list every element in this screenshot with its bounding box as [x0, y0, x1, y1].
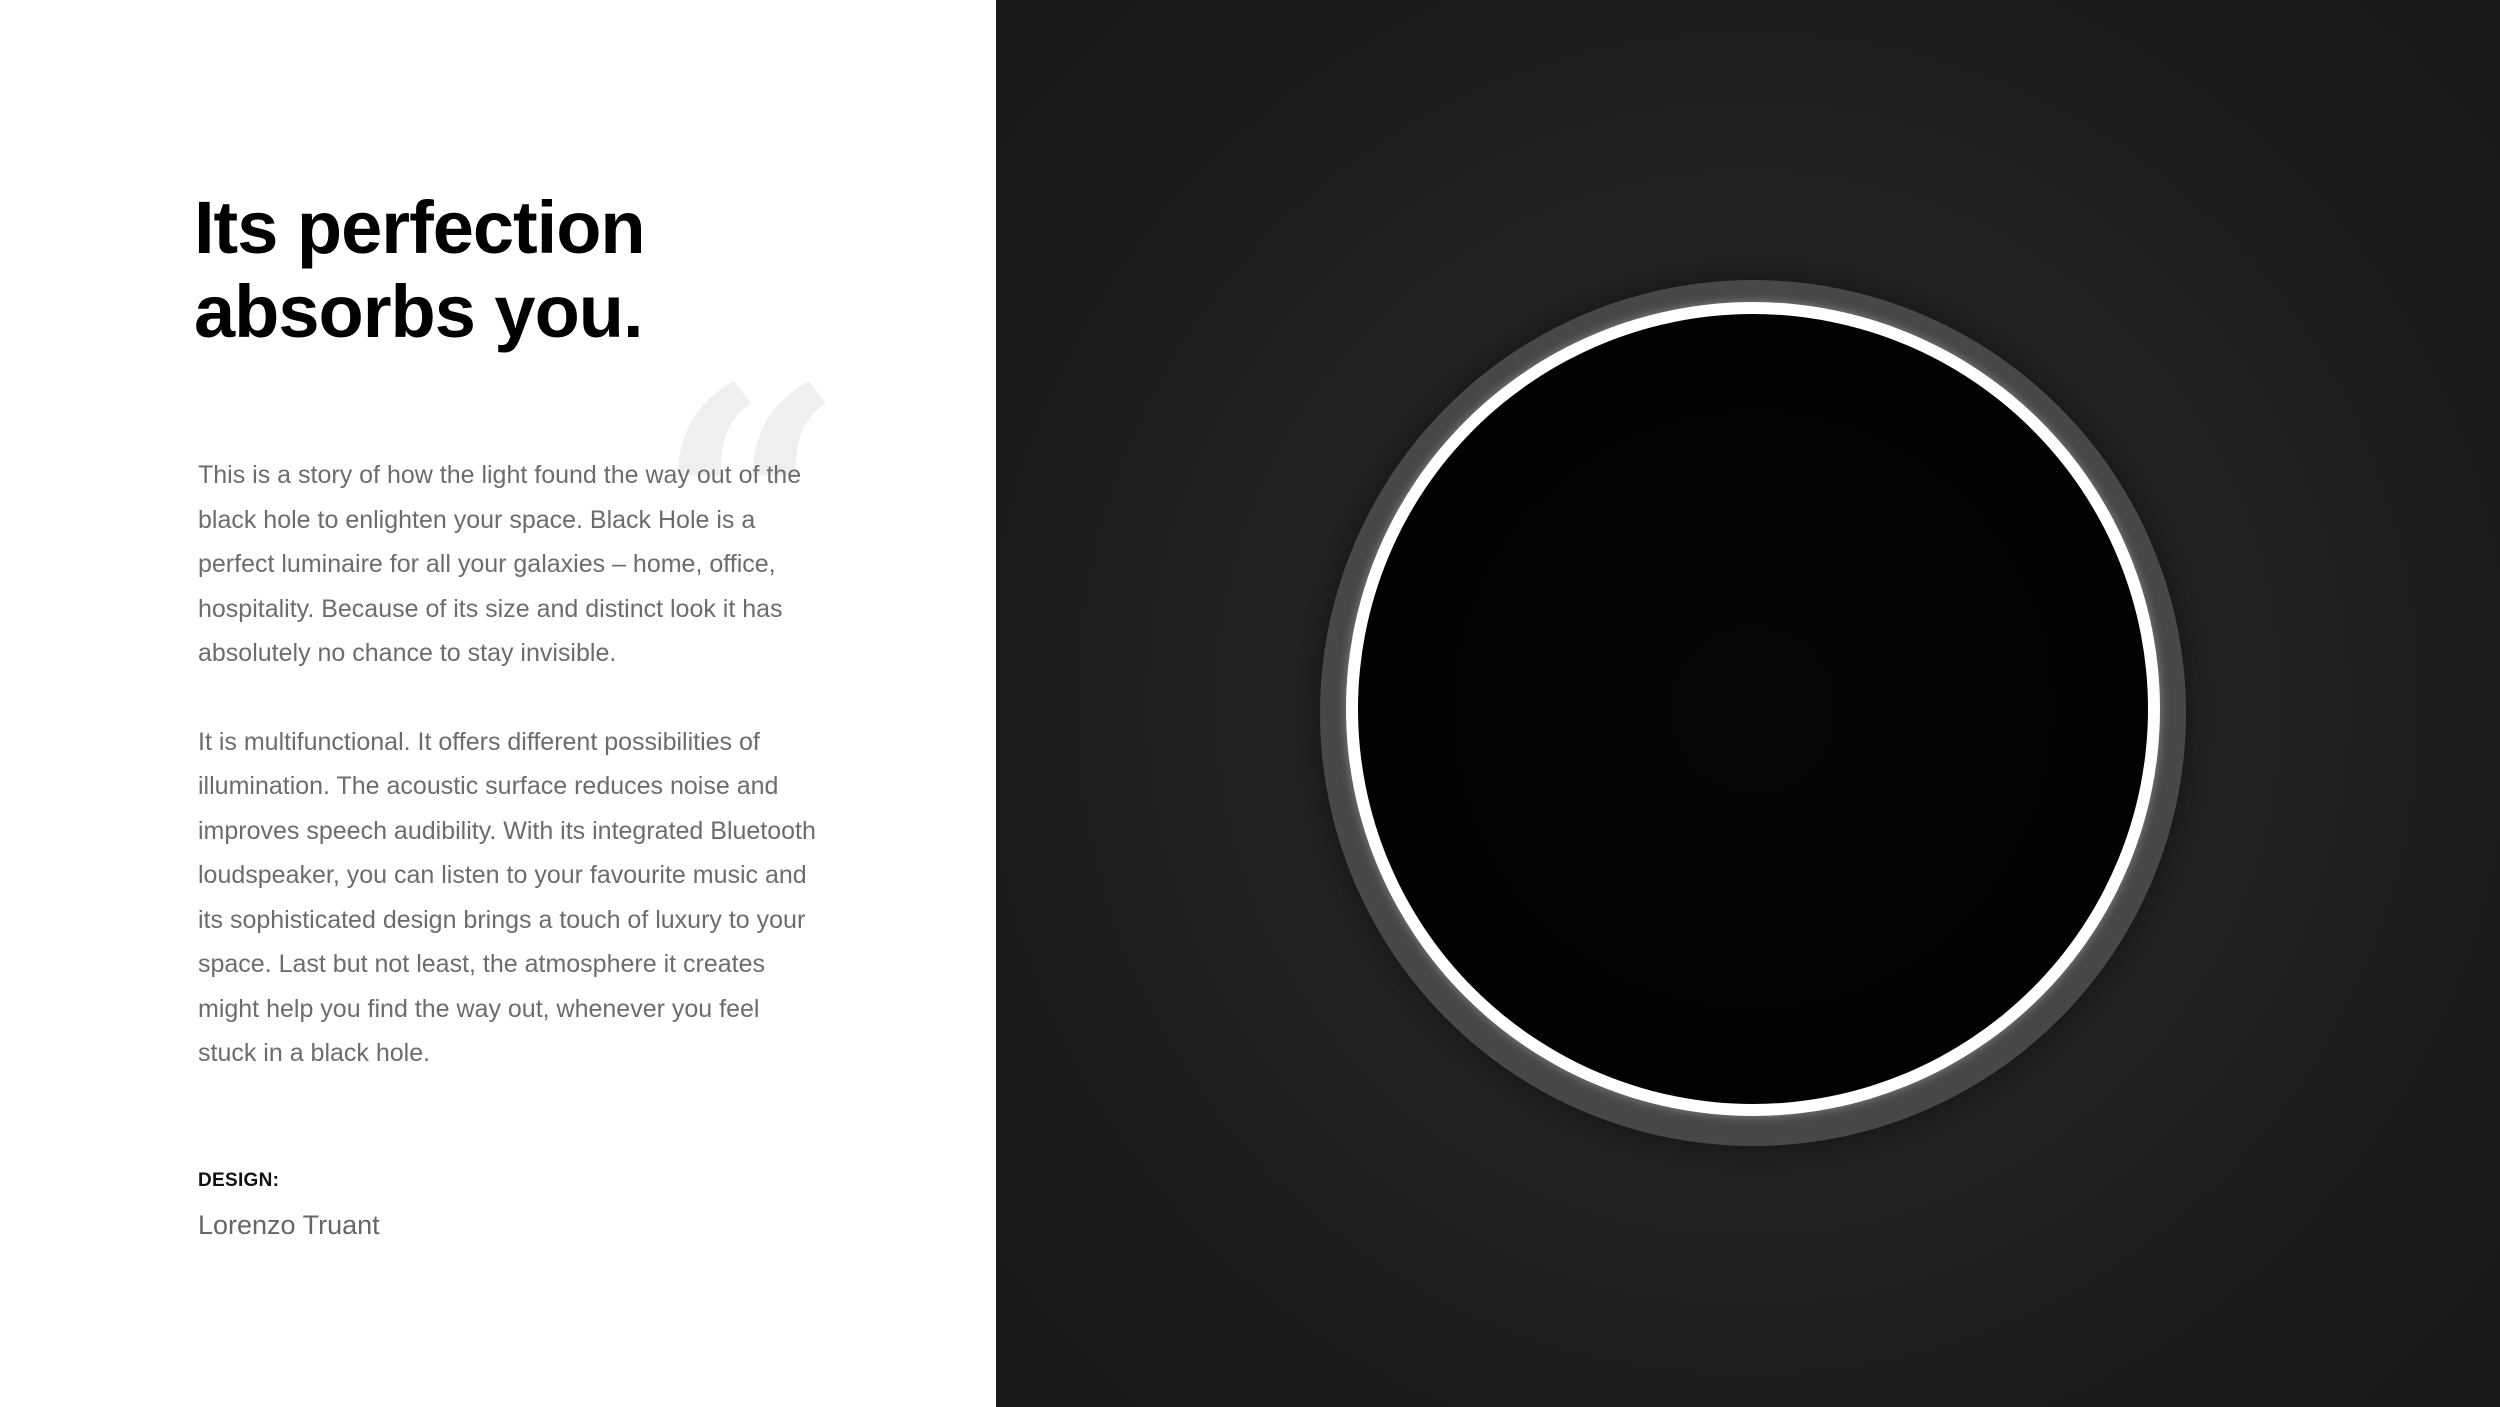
black-hole-lamp-image [1320, 280, 2186, 1146]
headline-line-1: Its perfection [194, 186, 645, 269]
headline-line-2: absorbs you. [194, 270, 643, 353]
description-paragraph-2: It is multifunctional. It offers different possibilities of illumination. The acoustic surface reduces noise and improves speech audibility. With its integrated Bluetooth loudspeaker, you can listen to your favourite music and its sophisticated design brings a touch of luxury to your space. Last but not least, the atmosphere it creates might help you find the way out, whenever you feel stuck in a black hole. [198, 727, 816, 1067]
text-panel [0, 0, 996, 1407]
design-credit-label: DESIGN: [198, 1170, 280, 1191]
lamp-black-core [1358, 314, 2148, 1104]
designer-name: Lorenzo Truant [198, 1210, 380, 1240]
description [198, 453, 818, 1120]
quote-mark-icon: “ [655, 316, 845, 704]
product-image-panel [996, 0, 2500, 1407]
lamp-light-ring [1346, 302, 2160, 1116]
description-paragraph-1: This is a story of how the light found the way out of the black hole to enlighten your space. Black Hole is a perfect luminaire for all your galaxies – home, office, hospitality. Because of its size and distinct look it has absolutely no chance to stay invisible. [198, 461, 802, 667]
